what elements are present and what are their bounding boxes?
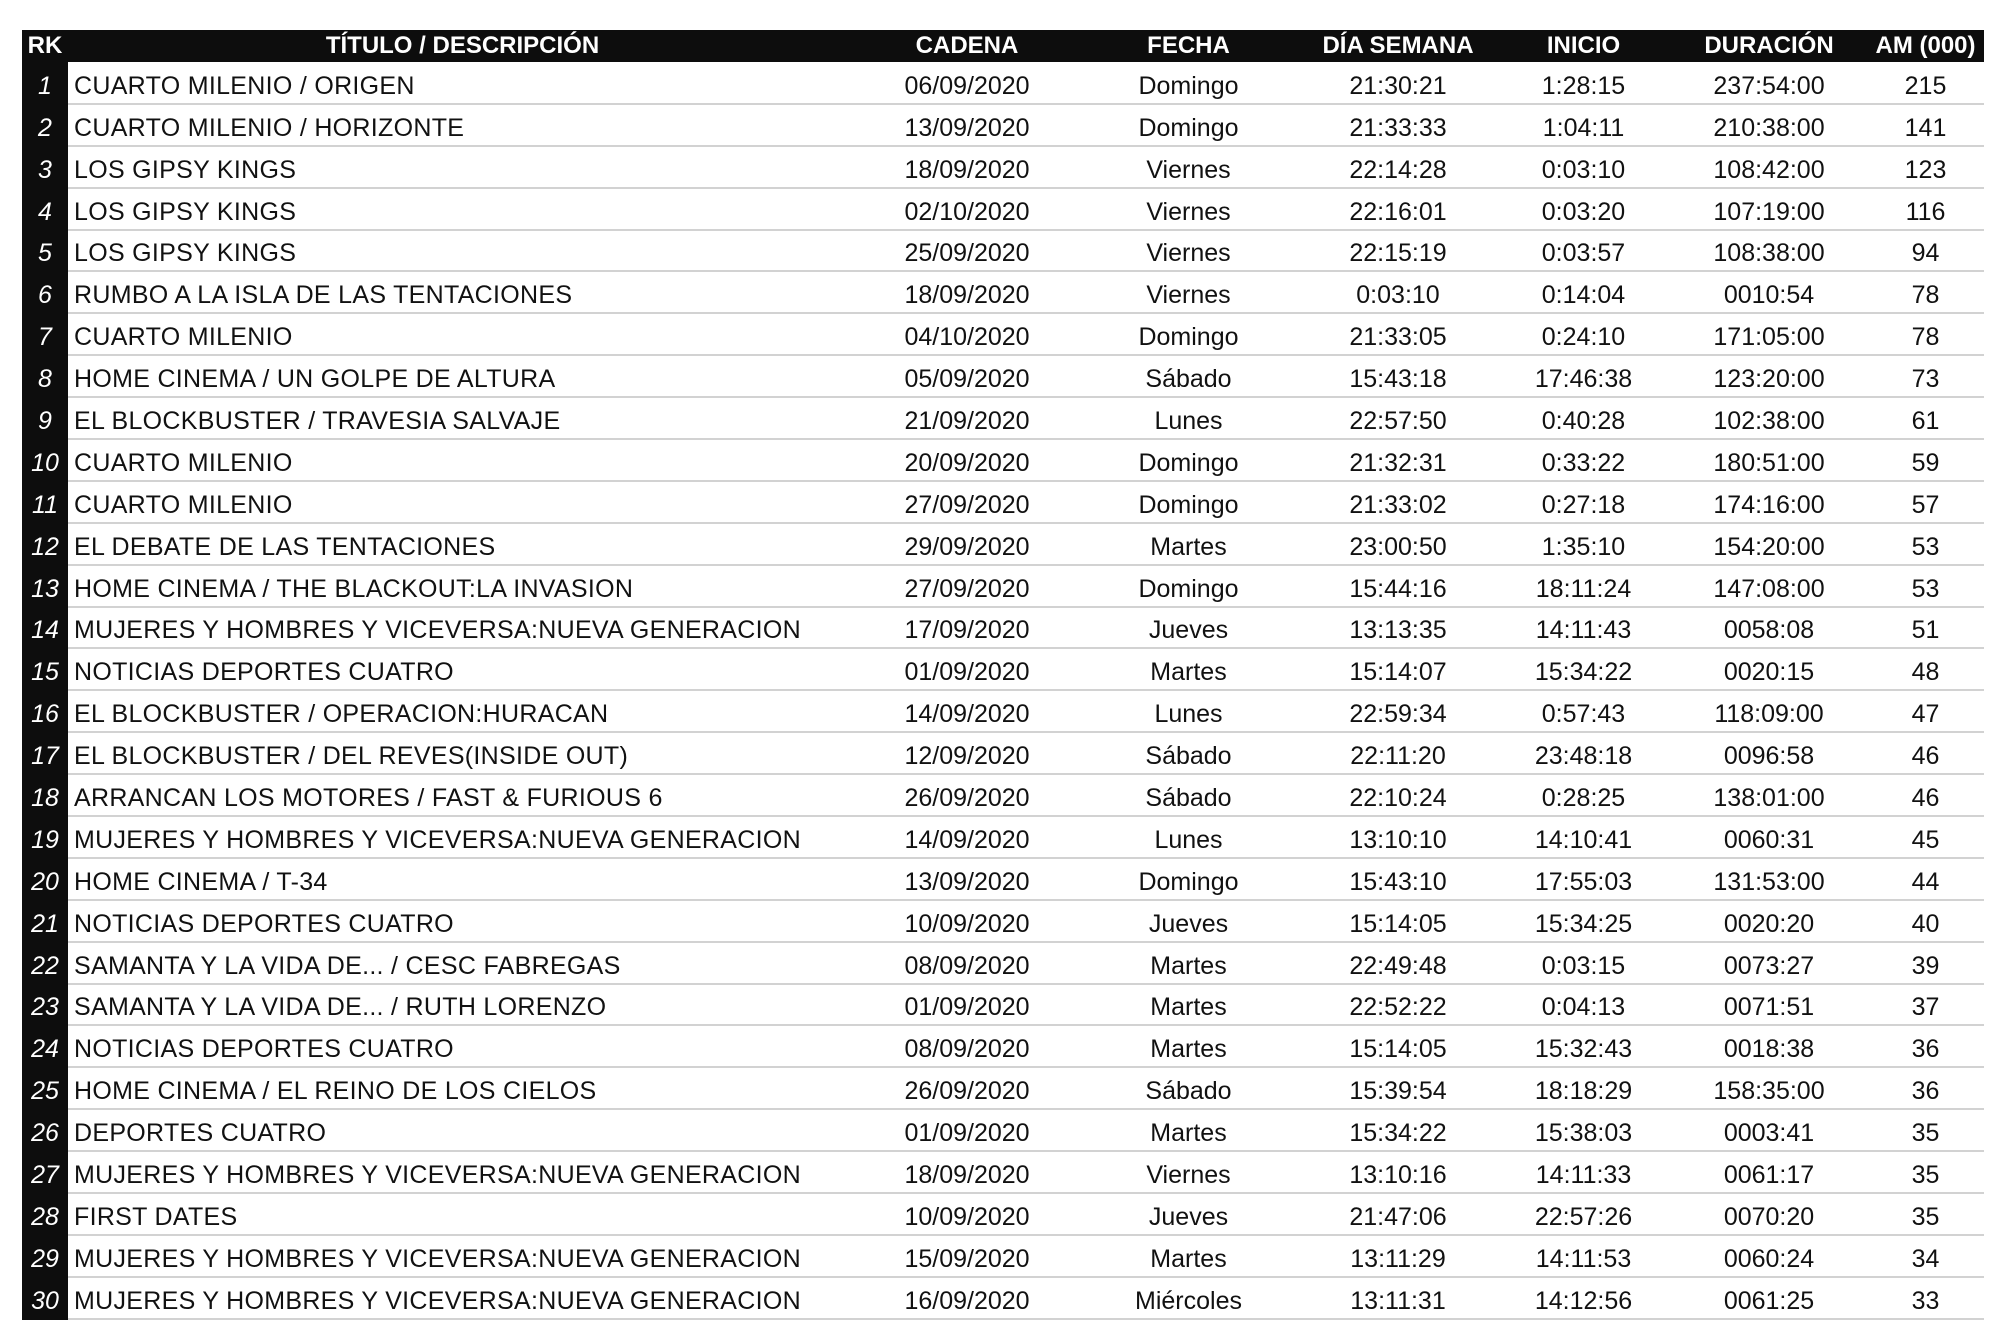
table-row — [22, 146, 1984, 188]
am-cell: 57 — [1867, 481, 1984, 523]
inicio-cell: 14:11:33 — [1496, 1151, 1671, 1193]
duracion-cell: 0061:17 — [1671, 1151, 1867, 1193]
table-row — [22, 1235, 1984, 1277]
rank-cell: 20 — [22, 858, 68, 900]
rank-cell: 5 — [22, 230, 68, 272]
title-cell: EL BLOCKBUSTER / DEL REVES(INSIDE OUT) — [68, 732, 857, 774]
duracion-cell: 118:09:00 — [1671, 690, 1867, 732]
fecha-cell: Martes — [1077, 942, 1300, 984]
table-row — [22, 313, 1984, 355]
table-header — [22, 30, 1984, 62]
inicio-cell: 15:34:22 — [1496, 648, 1671, 690]
duracion-cell: 0010:54 — [1671, 271, 1867, 313]
title-cell: SAMANTA Y LA VIDA DE... / RUTH LORENZO — [68, 984, 857, 1026]
am-cell: 45 — [1867, 816, 1984, 858]
inicio-cell: 0:04:13 — [1496, 984, 1671, 1026]
rank-cell: 27 — [22, 1151, 68, 1193]
rank-cell: 6 — [22, 271, 68, 313]
rank-cell: 26 — [22, 1109, 68, 1151]
inicio-cell: 22:57:26 — [1496, 1193, 1671, 1235]
rank-cell: 19 — [22, 816, 68, 858]
table-row — [22, 900, 1984, 942]
duracion-cell: 171:05:00 — [1671, 313, 1867, 355]
duracion-cell: 158:35:00 — [1671, 1067, 1867, 1109]
rank-cell: 15 — [22, 648, 68, 690]
cadena-cell: 01/09/2020 — [857, 648, 1077, 690]
duracion-cell: 0060:24 — [1671, 1235, 1867, 1277]
cadena-cell: 06/09/2020 — [857, 62, 1077, 104]
rank-cell: 25 — [22, 1067, 68, 1109]
table-row — [22, 1277, 1984, 1319]
title-cell: RUMBO A LA ISLA DE LAS TENTACIONES — [68, 271, 857, 313]
title-cell: NOTICIAS DEPORTES CUATRO — [68, 1025, 857, 1067]
inicio-cell: 0:28:25 — [1496, 774, 1671, 816]
duracion-cell: 0018:38 — [1671, 1025, 1867, 1067]
dia-semana-cell: 21:33:33 — [1300, 104, 1496, 146]
am-cell: 35 — [1867, 1109, 1984, 1151]
inicio-cell: 23:48:18 — [1496, 732, 1671, 774]
dia-semana-cell: 13:11:29 — [1300, 1235, 1496, 1277]
fecha-cell: Domingo — [1077, 62, 1300, 104]
rank-cell: 1 — [22, 62, 68, 104]
rank-cell: 29 — [22, 1235, 68, 1277]
table-row — [22, 774, 1984, 816]
am-cell: 215 — [1867, 62, 1984, 104]
table-row — [22, 481, 1984, 523]
cadena-cell: 18/09/2020 — [857, 1151, 1077, 1193]
title-cell: DEPORTES CUATRO — [68, 1109, 857, 1151]
title-cell: LOS GIPSY KINGS — [68, 188, 857, 230]
table-row — [22, 1109, 1984, 1151]
dia-semana-cell: 15:43:10 — [1300, 858, 1496, 900]
title-cell: MUJERES Y HOMBRES Y VICEVERSA:NUEVA GENERACION — [68, 607, 857, 649]
fecha-cell: Domingo — [1077, 858, 1300, 900]
duracion-cell: 210:38:00 — [1671, 104, 1867, 146]
am-cell: 37 — [1867, 984, 1984, 1026]
dia-semana-cell: 22:16:01 — [1300, 188, 1496, 230]
inicio-cell: 0:40:28 — [1496, 397, 1671, 439]
duracion-cell: 108:38:00 — [1671, 230, 1867, 272]
fecha-cell: Domingo — [1077, 439, 1300, 481]
am-cell: 36 — [1867, 1025, 1984, 1067]
dia-semana-cell: 21:32:31 — [1300, 439, 1496, 481]
inicio-cell: 0:27:18 — [1496, 481, 1671, 523]
cadena-cell: 01/09/2020 — [857, 984, 1077, 1026]
am-cell: 116 — [1867, 188, 1984, 230]
duracion-cell: 107:19:00 — [1671, 188, 1867, 230]
table-row — [22, 1067, 1984, 1109]
inicio-cell: 18:18:29 — [1496, 1067, 1671, 1109]
fecha-cell: Domingo — [1077, 565, 1300, 607]
am-cell: 46 — [1867, 774, 1984, 816]
fecha-cell: Miércoles — [1077, 1277, 1300, 1319]
title-cell: FIRST DATES — [68, 1193, 857, 1235]
dia-semana-cell: 22:52:22 — [1300, 984, 1496, 1026]
cadena-cell: 25/09/2020 — [857, 230, 1077, 272]
title-cell: MUJERES Y HOMBRES Y VICEVERSA:NUEVA GENERACION — [68, 1235, 857, 1277]
table-body — [22, 62, 1984, 1319]
am-cell: 53 — [1867, 523, 1984, 565]
cadena-cell: 13/09/2020 — [857, 858, 1077, 900]
inicio-cell: 0:57:43 — [1496, 690, 1671, 732]
table-row — [22, 565, 1984, 607]
title-cell: CUARTO MILENIO — [68, 439, 857, 481]
inicio-cell: 14:10:41 — [1496, 816, 1671, 858]
fecha-cell: Domingo — [1077, 313, 1300, 355]
dia-semana-cell: 23:00:50 — [1300, 523, 1496, 565]
am-cell: 141 — [1867, 104, 1984, 146]
title-cell: ARRANCAN LOS MOTORES / FAST & FURIOUS 6 — [68, 774, 857, 816]
header-inicio: INICIO — [1496, 30, 1671, 62]
title-cell: HOME CINEMA / UN GOLPE DE ALTURA — [68, 355, 857, 397]
dia-semana-cell: 22:57:50 — [1300, 397, 1496, 439]
cadena-cell: 16/09/2020 — [857, 1277, 1077, 1319]
duracion-cell: 131:53:00 — [1671, 858, 1867, 900]
title-cell: MUJERES Y HOMBRES Y VICEVERSA:NUEVA GENERACION — [68, 1277, 857, 1319]
rank-cell: 12 — [22, 523, 68, 565]
fecha-cell: Jueves — [1077, 1193, 1300, 1235]
cadena-cell: 20/09/2020 — [857, 439, 1077, 481]
fecha-cell: Martes — [1077, 1109, 1300, 1151]
title-cell: EL BLOCKBUSTER / OPERACION:HURACAN — [68, 690, 857, 732]
title-cell: EL BLOCKBUSTER / TRAVESIA SALVAJE — [68, 397, 857, 439]
am-cell: 61 — [1867, 397, 1984, 439]
duracion-cell: 0071:51 — [1671, 984, 1867, 1026]
inicio-cell: 14:12:56 — [1496, 1277, 1671, 1319]
dia-semana-cell: 22:10:24 — [1300, 774, 1496, 816]
dia-semana-cell: 22:14:28 — [1300, 146, 1496, 188]
inicio-cell: 17:55:03 — [1496, 858, 1671, 900]
cadena-cell: 01/09/2020 — [857, 1109, 1077, 1151]
duracion-cell: 123:20:00 — [1671, 355, 1867, 397]
cadena-cell: 10/09/2020 — [857, 1193, 1077, 1235]
rank-cell: 3 — [22, 146, 68, 188]
title-cell: HOME CINEMA / EL REINO DE LOS CIELOS — [68, 1067, 857, 1109]
cadena-cell: 21/09/2020 — [857, 397, 1077, 439]
cadena-cell: 26/09/2020 — [857, 774, 1077, 816]
fecha-cell: Viernes — [1077, 271, 1300, 313]
cadena-cell: 14/09/2020 — [857, 816, 1077, 858]
inicio-cell: 1:35:10 — [1496, 523, 1671, 565]
dia-semana-cell: 22:15:19 — [1300, 230, 1496, 272]
table-row — [22, 230, 1984, 272]
dia-semana-cell: 13:13:35 — [1300, 607, 1496, 649]
fecha-cell: Martes — [1077, 648, 1300, 690]
duracion-cell: 154:20:00 — [1671, 523, 1867, 565]
rank-cell: 10 — [22, 439, 68, 481]
duracion-cell: 0073:27 — [1671, 942, 1867, 984]
inicio-cell: 0:14:04 — [1496, 271, 1671, 313]
table-row — [22, 648, 1984, 690]
title-cell: CUARTO MILENIO / ORIGEN — [68, 62, 857, 104]
dia-semana-cell: 22:49:48 — [1300, 942, 1496, 984]
inicio-cell: 15:32:43 — [1496, 1025, 1671, 1067]
rank-cell: 4 — [22, 188, 68, 230]
duracion-cell: 0058:08 — [1671, 607, 1867, 649]
dia-semana-cell: 21:47:06 — [1300, 1193, 1496, 1235]
duracion-cell: 174:16:00 — [1671, 481, 1867, 523]
fecha-cell: Lunes — [1077, 816, 1300, 858]
dia-semana-cell: 15:34:22 — [1300, 1109, 1496, 1151]
inicio-cell: 14:11:53 — [1496, 1235, 1671, 1277]
dia-semana-cell: 13:10:16 — [1300, 1151, 1496, 1193]
fecha-cell: Lunes — [1077, 690, 1300, 732]
inicio-cell: 0:03:57 — [1496, 230, 1671, 272]
header-rk: RK — [22, 30, 68, 62]
am-cell: 78 — [1867, 271, 1984, 313]
title-cell: CUARTO MILENIO — [68, 481, 857, 523]
am-cell: 44 — [1867, 858, 1984, 900]
am-cell: 47 — [1867, 690, 1984, 732]
inicio-cell: 17:46:38 — [1496, 355, 1671, 397]
cadena-cell: 18/09/2020 — [857, 271, 1077, 313]
title-cell: MUJERES Y HOMBRES Y VICEVERSA:NUEVA GENERACION — [68, 1151, 857, 1193]
rank-cell: 16 — [22, 690, 68, 732]
fecha-cell: Martes — [1077, 1025, 1300, 1067]
fecha-cell: Jueves — [1077, 607, 1300, 649]
am-cell: 35 — [1867, 1193, 1984, 1235]
dia-semana-cell: 21:33:02 — [1300, 481, 1496, 523]
header-row — [22, 30, 1984, 62]
inicio-cell: 14:11:43 — [1496, 607, 1671, 649]
rank-cell: 9 — [22, 397, 68, 439]
table-row — [22, 104, 1984, 146]
cadena-cell: 02/10/2020 — [857, 188, 1077, 230]
dia-semana-cell: 13:10:10 — [1300, 816, 1496, 858]
dia-semana-cell: 15:39:54 — [1300, 1067, 1496, 1109]
table-row — [22, 1193, 1984, 1235]
am-cell: 39 — [1867, 942, 1984, 984]
rank-cell: 14 — [22, 607, 68, 649]
fecha-cell: Martes — [1077, 523, 1300, 565]
dia-semana-cell: 21:30:21 — [1300, 62, 1496, 104]
cadena-cell: 26/09/2020 — [857, 1067, 1077, 1109]
am-cell: 73 — [1867, 355, 1984, 397]
table-row — [22, 271, 1984, 313]
duracion-cell: 237:54:00 — [1671, 62, 1867, 104]
fecha-cell: Viernes — [1077, 230, 1300, 272]
table-row — [22, 397, 1984, 439]
cadena-cell: 13/09/2020 — [857, 104, 1077, 146]
cadena-cell: 08/09/2020 — [857, 1025, 1077, 1067]
table-row — [22, 523, 1984, 565]
header-title: TÍTULO / DESCRIPCIÓN — [68, 30, 857, 62]
am-cell: 53 — [1867, 565, 1984, 607]
am-cell: 34 — [1867, 1235, 1984, 1277]
table-row — [22, 942, 1984, 984]
rank-cell: 8 — [22, 355, 68, 397]
am-cell: 94 — [1867, 230, 1984, 272]
header-cadena: CADENA — [857, 30, 1077, 62]
table-row — [22, 1025, 1984, 1067]
duracion-cell: 0070:20 — [1671, 1193, 1867, 1235]
inicio-cell: 1:04:11 — [1496, 104, 1671, 146]
cadena-cell: 15/09/2020 — [857, 1235, 1077, 1277]
inicio-cell: 15:38:03 — [1496, 1109, 1671, 1151]
rank-cell: 22 — [22, 942, 68, 984]
am-cell: 36 — [1867, 1067, 1984, 1109]
duracion-cell: 108:42:00 — [1671, 146, 1867, 188]
inicio-cell: 18:11:24 — [1496, 565, 1671, 607]
title-cell: CUARTO MILENIO / HORIZONTE — [68, 104, 857, 146]
inicio-cell: 0:03:20 — [1496, 188, 1671, 230]
rank-cell: 17 — [22, 732, 68, 774]
header-fecha: FECHA — [1077, 30, 1300, 62]
inicio-cell: 1:28:15 — [1496, 62, 1671, 104]
dia-semana-cell: 22:59:34 — [1300, 690, 1496, 732]
header-am: AM (000) — [1867, 30, 1984, 62]
rank-cell: 23 — [22, 984, 68, 1026]
inicio-cell: 0:24:10 — [1496, 313, 1671, 355]
title-cell: HOME CINEMA / T-34 — [68, 858, 857, 900]
rank-cell: 18 — [22, 774, 68, 816]
title-cell: HOME CINEMA / THE BLACKOUT:LA INVASION — [68, 565, 857, 607]
duracion-cell: 0020:15 — [1671, 648, 1867, 690]
cadena-cell: 05/09/2020 — [857, 355, 1077, 397]
fecha-cell: Domingo — [1077, 104, 1300, 146]
duracion-cell: 147:08:00 — [1671, 565, 1867, 607]
duracion-cell: 102:38:00 — [1671, 397, 1867, 439]
table-row — [22, 858, 1984, 900]
duracion-cell: 138:01:00 — [1671, 774, 1867, 816]
am-cell: 123 — [1867, 146, 1984, 188]
dia-semana-cell: 21:33:05 — [1300, 313, 1496, 355]
fecha-cell: Sábado — [1077, 1067, 1300, 1109]
duracion-cell: 0060:31 — [1671, 816, 1867, 858]
title-cell: NOTICIAS DEPORTES CUATRO — [68, 648, 857, 690]
header-duracion: DURACIÓN — [1671, 30, 1867, 62]
fecha-cell: Jueves — [1077, 900, 1300, 942]
fecha-cell: Martes — [1077, 1235, 1300, 1277]
cadena-cell: 04/10/2020 — [857, 313, 1077, 355]
fecha-cell: Viernes — [1077, 146, 1300, 188]
duracion-cell: 180:51:00 — [1671, 439, 1867, 481]
table-row — [22, 816, 1984, 858]
fecha-cell: Viernes — [1077, 1151, 1300, 1193]
am-cell: 46 — [1867, 732, 1984, 774]
rank-cell: 24 — [22, 1025, 68, 1067]
title-cell: MUJERES Y HOMBRES Y VICEVERSA:NUEVA GENERACION — [68, 816, 857, 858]
dia-semana-cell: 15:14:05 — [1300, 1025, 1496, 1067]
fecha-cell: Sábado — [1077, 355, 1300, 397]
title-cell: NOTICIAS DEPORTES CUATRO — [68, 900, 857, 942]
table-row — [22, 984, 1984, 1026]
dia-semana-cell: 15:14:07 — [1300, 648, 1496, 690]
table-row — [22, 62, 1984, 104]
dia-semana-cell: 15:14:05 — [1300, 900, 1496, 942]
rank-cell: 2 — [22, 104, 68, 146]
rank-cell: 7 — [22, 313, 68, 355]
title-cell: SAMANTA Y LA VIDA DE... / CESC FABREGAS — [68, 942, 857, 984]
dia-semana-cell: 15:44:16 — [1300, 565, 1496, 607]
am-cell: 78 — [1867, 313, 1984, 355]
am-cell: 51 — [1867, 607, 1984, 649]
rank-cell: 30 — [22, 1277, 68, 1319]
table-row — [22, 690, 1984, 732]
rank-cell: 13 — [22, 565, 68, 607]
fecha-cell: Viernes — [1077, 188, 1300, 230]
title-cell: LOS GIPSY KINGS — [68, 230, 857, 272]
cadena-cell: 27/09/2020 — [857, 481, 1077, 523]
cadena-cell: 14/09/2020 — [857, 690, 1077, 732]
inicio-cell: 0:03:15 — [1496, 942, 1671, 984]
table-row — [22, 355, 1984, 397]
cadena-cell: 12/09/2020 — [857, 732, 1077, 774]
table-row — [22, 188, 1984, 230]
inicio-cell: 15:34:25 — [1496, 900, 1671, 942]
fecha-cell: Sábado — [1077, 732, 1300, 774]
cadena-cell: 17/09/2020 — [857, 607, 1077, 649]
header-dia-semana: DÍA SEMANA — [1300, 30, 1496, 62]
cadena-cell: 27/09/2020 — [857, 565, 1077, 607]
duracion-cell: 0096:58 — [1671, 732, 1867, 774]
title-cell: LOS GIPSY KINGS — [68, 146, 857, 188]
cadena-cell: 18/09/2020 — [857, 146, 1077, 188]
am-cell: 35 — [1867, 1151, 1984, 1193]
ranking-table — [22, 30, 1984, 1320]
title-cell: EL DEBATE DE LAS TENTACIONES — [68, 523, 857, 565]
table-row — [22, 732, 1984, 774]
am-cell: 48 — [1867, 648, 1984, 690]
am-cell: 33 — [1867, 1277, 1984, 1319]
cadena-cell: 10/09/2020 — [857, 900, 1077, 942]
am-cell: 59 — [1867, 439, 1984, 481]
fecha-cell: Domingo — [1077, 481, 1300, 523]
cadena-cell: 08/09/2020 — [857, 942, 1077, 984]
fecha-cell: Martes — [1077, 984, 1300, 1026]
table-row — [22, 607, 1984, 649]
title-cell: CUARTO MILENIO — [68, 313, 857, 355]
table-row — [22, 439, 1984, 481]
fecha-cell: Lunes — [1077, 397, 1300, 439]
rank-cell: 28 — [22, 1193, 68, 1235]
dia-semana-cell: 13:11:31 — [1300, 1277, 1496, 1319]
duracion-cell: 0061:25 — [1671, 1277, 1867, 1319]
am-cell: 40 — [1867, 900, 1984, 942]
duracion-cell: 0020:20 — [1671, 900, 1867, 942]
dia-semana-cell: 15:43:18 — [1300, 355, 1496, 397]
inicio-cell: 0:03:10 — [1496, 146, 1671, 188]
rank-cell: 21 — [22, 900, 68, 942]
duracion-cell: 0003:41 — [1671, 1109, 1867, 1151]
rank-cell: 11 — [22, 481, 68, 523]
inicio-cell: 0:33:22 — [1496, 439, 1671, 481]
dia-semana-cell: 22:11:20 — [1300, 732, 1496, 774]
fecha-cell: Sábado — [1077, 774, 1300, 816]
dia-semana-cell: 0:03:10 — [1300, 271, 1496, 313]
ranking-sheet — [22, 30, 1984, 1320]
cadena-cell: 29/09/2020 — [857, 523, 1077, 565]
table-row — [22, 1151, 1984, 1193]
